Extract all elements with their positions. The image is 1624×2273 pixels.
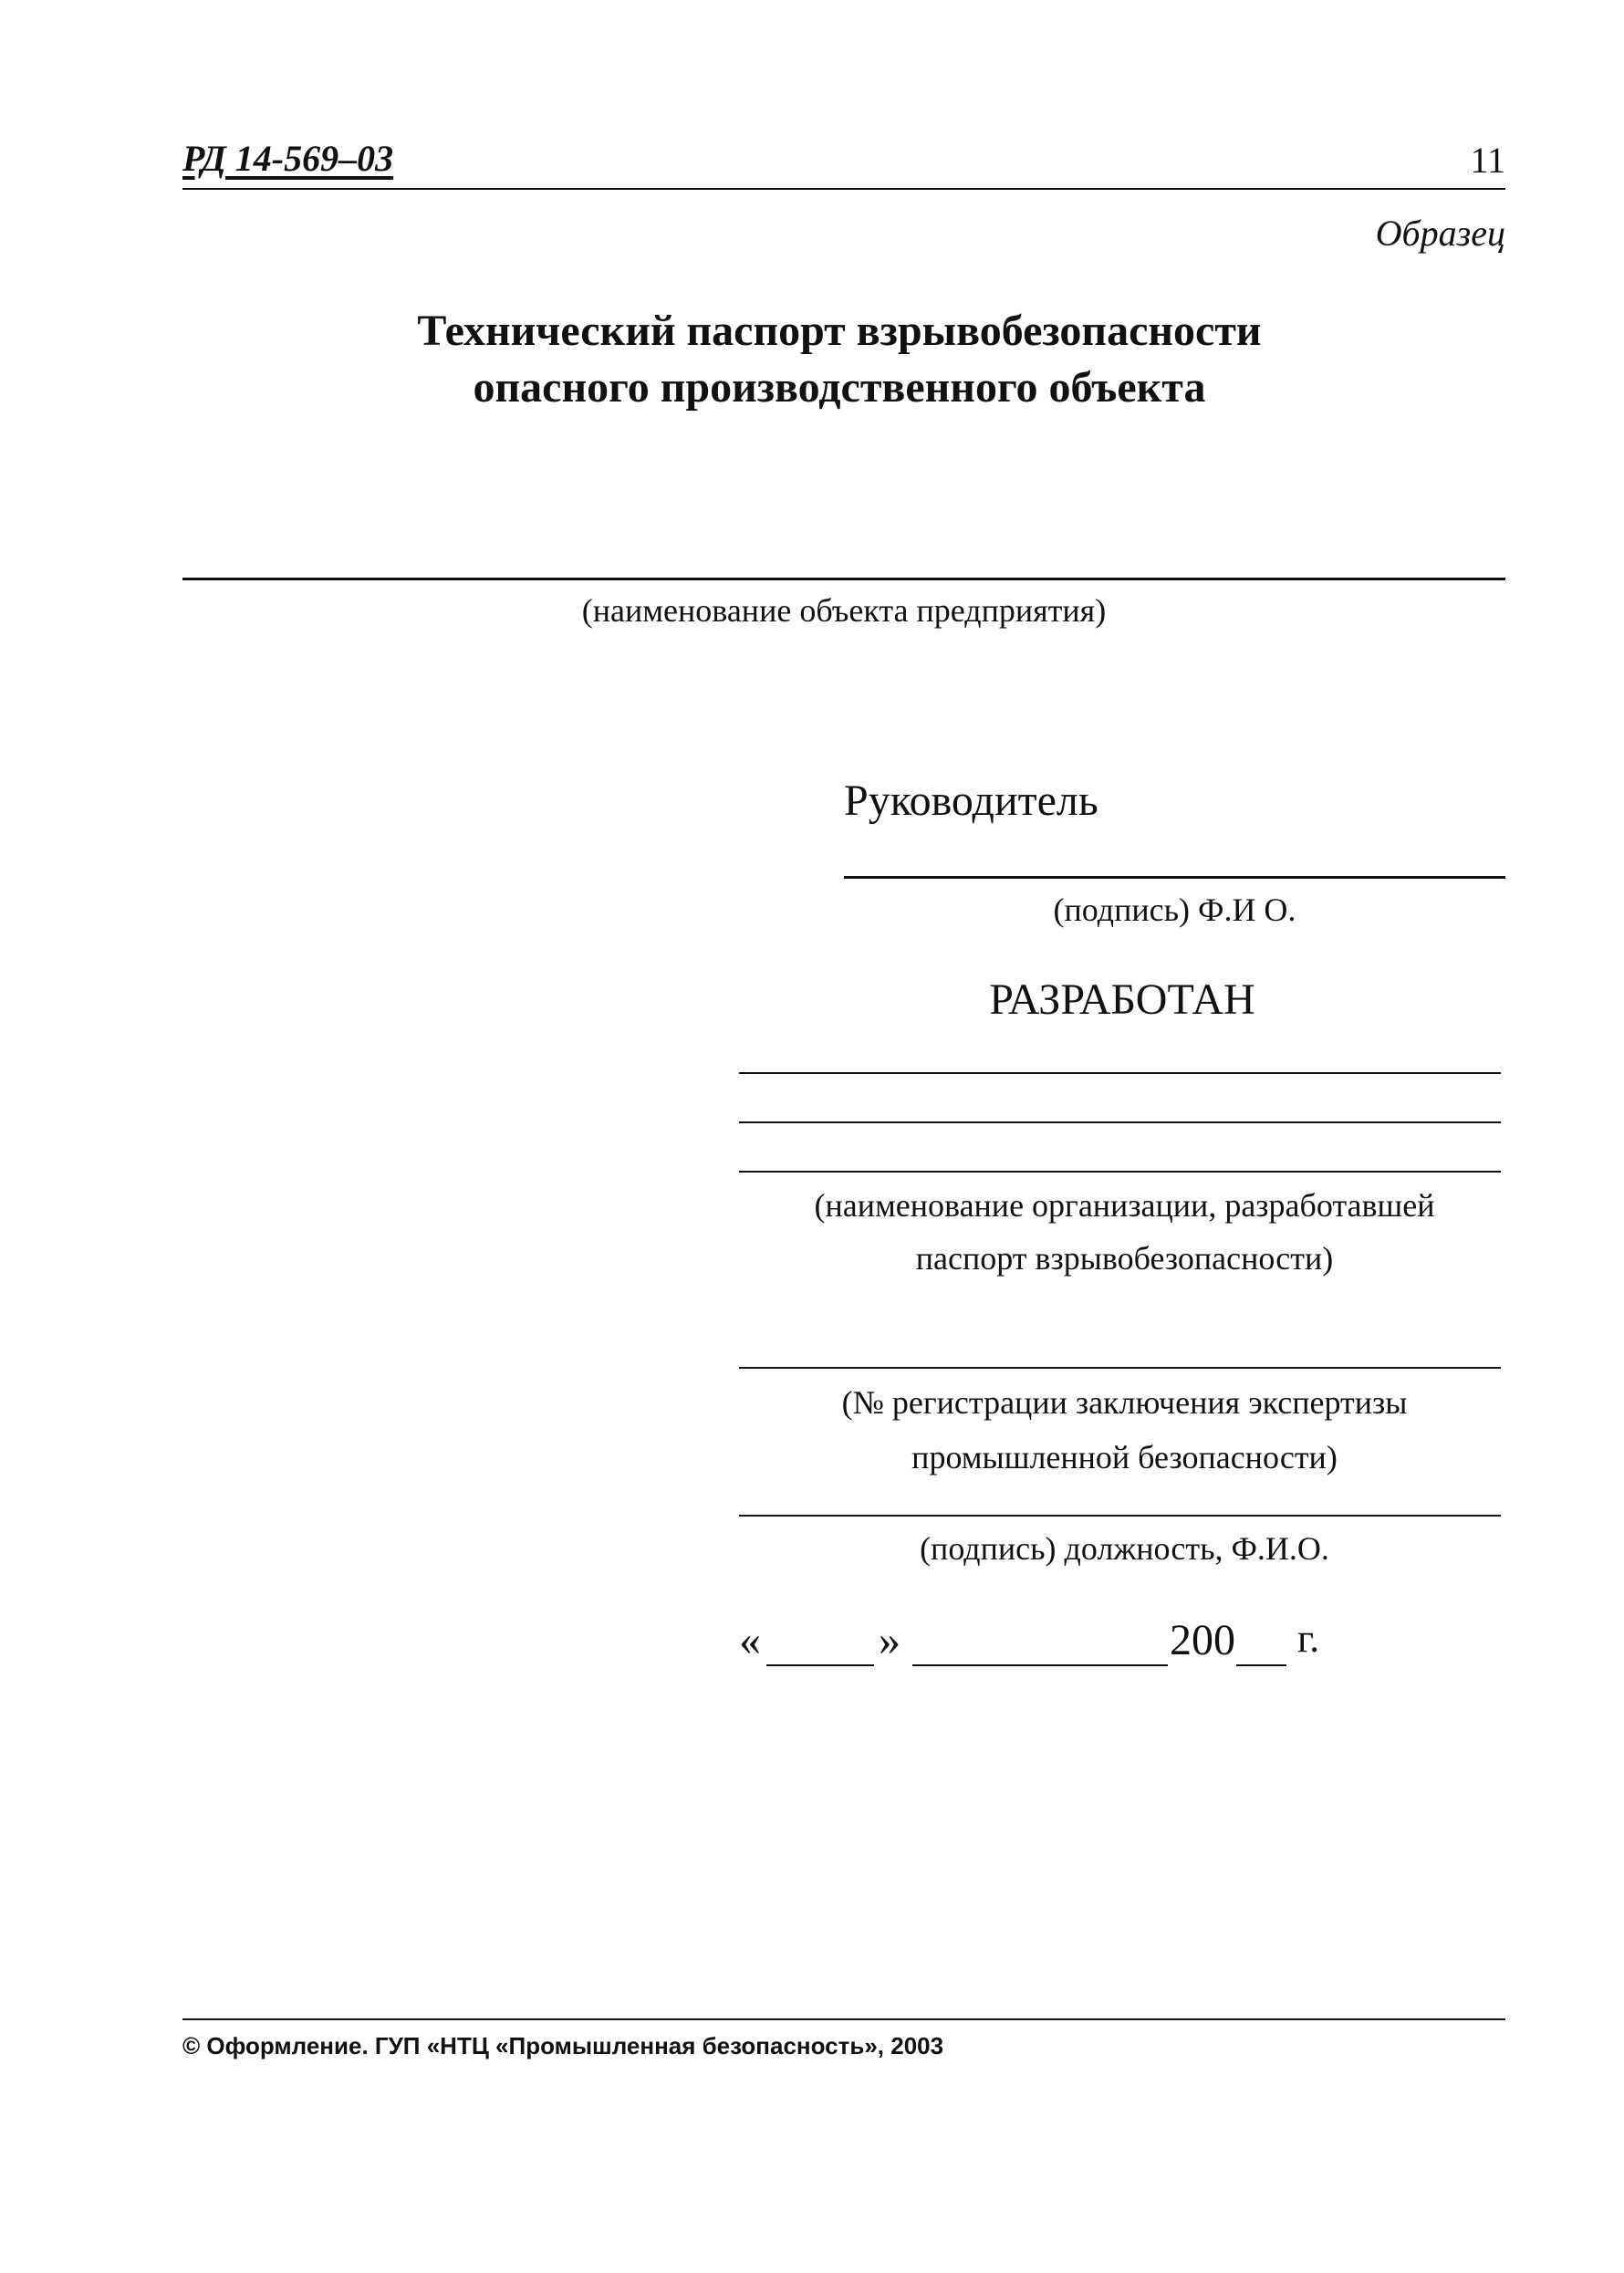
date-month-line[interactable] (912, 1664, 1168, 1666)
registration-caption-line-1: (№ регистрации заключения экспертизы (841, 1384, 1408, 1421)
developer-signature-caption: (подпись) должность, Ф.И.О. (920, 1530, 1329, 1567)
registration-caption-line-2: промышленной безопасности) (911, 1439, 1338, 1475)
header-rule (182, 188, 1505, 190)
footer-copyright: © Оформление. ГУП «НТЦ «Промышленная безопасность», 2003 (182, 2032, 944, 2059)
sample-label: Образец (1375, 213, 1505, 254)
developer-org-caption-line-1: (наименование организации, разработавшей (814, 1187, 1435, 1224)
head-signature-line[interactable] (844, 876, 1505, 879)
footer-rule (182, 2018, 1505, 2020)
date-year-suffix: г. (1297, 1616, 1320, 1661)
developer-signature-line[interactable] (739, 1515, 1501, 1517)
developer-line-3[interactable] (739, 1171, 1501, 1173)
date-year-line[interactable] (1236, 1664, 1286, 1666)
developer-line-1[interactable] (739, 1072, 1501, 1074)
developer-org-caption (739, 1179, 1510, 1285)
page-number: 11 (1470, 140, 1505, 181)
date-open-quote: « (739, 1616, 761, 1664)
head-label: Руководитель (844, 777, 1098, 825)
object-name-caption: (наименование объекта предприятия) (581, 592, 1107, 629)
document-code: РД 14-569–03 (182, 138, 394, 179)
title-line-1: Технический паспорт взрывобезопасности (417, 307, 1262, 355)
date-day-line[interactable] (766, 1664, 874, 1666)
developer-line-2[interactable] (739, 1121, 1501, 1123)
object-name-line[interactable] (182, 578, 1505, 580)
date-close-quote: » (879, 1616, 900, 1664)
registration-caption (739, 1375, 1510, 1485)
document-title (274, 303, 1405, 416)
date-year-prefix: 200 (1170, 1616, 1235, 1664)
developer-org-caption-line-2: паспорт взрывобезопасности) (915, 1240, 1334, 1277)
date-row (730, 1615, 1515, 1670)
developed-label: РАЗРАБОТАН (989, 975, 1255, 1024)
title-line-2: опасного производственного объекта (473, 363, 1206, 412)
head-signature-caption: (подпись) Ф.И О. (1053, 891, 1296, 928)
registration-line[interactable] (739, 1367, 1501, 1369)
